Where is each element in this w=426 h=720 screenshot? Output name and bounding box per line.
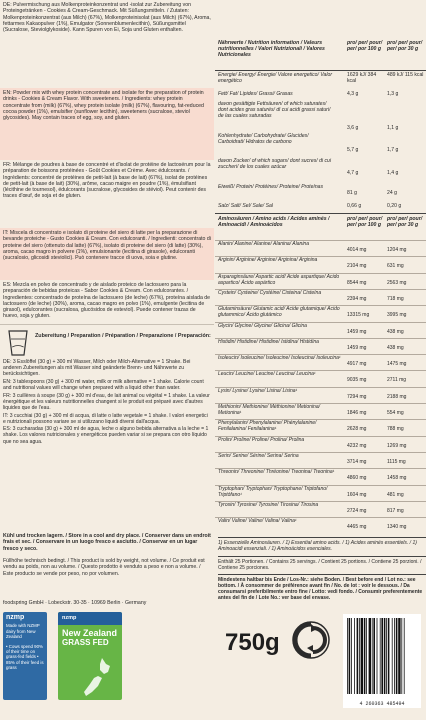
amino-value-30g: 1475 mg [387, 361, 407, 368]
amino-value-30g: 718 mg [387, 295, 404, 302]
amino-value-30g: 2563 mg [387, 279, 407, 286]
ingredients-fr [0, 160, 214, 228]
amino-value-30g: 631 mg [387, 263, 404, 270]
amino-header-100g: pro/ per/ pour/ per/ por 100 g [347, 216, 383, 229]
nutrient-name: davon Zucker/ of which sugars/ dont sucres/ di cui zuccheri/ de los cuales azúcar [218, 158, 331, 171]
amino-acid-name: Glutaminsäure/ Glutamic acid/ Acide glutamique/ Acido glutammico/ Ácido glutámico [218, 306, 340, 319]
amino-value-30g: 554 mg [387, 410, 404, 416]
nutrient-value-100g: 0,66 g [347, 203, 362, 209]
amino-acid-name: Alanin/ Alanine/ Alanine/ Alanina/ Alanina [218, 241, 309, 247]
amino-value-100g: 2724 mg [347, 507, 367, 514]
amino-value-100g: 2104 mg [347, 263, 367, 270]
new-zealand-map-icon [78, 656, 118, 698]
nz-badge-title: New Zealand [62, 628, 118, 638]
net-weight: 750g [225, 629, 280, 656]
amino-acid-name: Serin/ Serine/ Sérine/ Serina/ Serina [218, 452, 299, 459]
nzmp-logo: nzmp [6, 614, 25, 621]
nutrient-name: davon gesättigte Fettsäuren/ of which saturates/ dont acides gras saturés/ di cui acidi grassi saturi/ de las cuales saturadas [218, 101, 331, 120]
amino-acid-row [215, 452, 426, 465]
amino-acid-row [215, 256, 426, 270]
amino-acid-name: Valin/ Valine/ Valine/ Valina/ Valina¹ [218, 518, 297, 525]
nzmp-badge [3, 612, 47, 700]
ingredients-de [0, 0, 214, 88]
nutrient-value-30g: 1,7 g [387, 147, 399, 153]
amino-value-30g: 2188 mg [387, 393, 407, 400]
green-dot-recycling-icon [291, 620, 331, 660]
amino-acid-table-header [215, 213, 426, 241]
amino-acid-row [215, 322, 426, 335]
nutrient-value-30g: 1,3 g [387, 91, 399, 97]
barcode-number: 4 260363 485494 [359, 701, 405, 707]
amino-value-30g: 1204 mg [387, 247, 407, 253]
amino-acid-name: Cystein/ Cysteine/ Cystéine/ Cisteina/ Cisteína [218, 289, 322, 296]
nz-badge-subtitle: GRASS FED [62, 638, 109, 647]
prep-en: EN: 3 tablespoons (30 g) + 300 ml water, milk or milk alternative = 1 shake. Calorie count and nutritional values will change when prepared with a liquid other than water. [3, 378, 204, 391]
amino-value-100g: 7294 mg [347, 393, 367, 400]
ingredients-it [0, 228, 214, 280]
nzmp-text: Made with NZMP dairy from New Zealand [6, 623, 40, 640]
amino-acid-name: Asparaginsäure/ Aspartic acid/ Acide aspartique/ Acido aspartico/ Ácido aspártico [218, 273, 340, 286]
ingredients-es-text: ES: Mezcla en polvo de concentrado y de aislado proteico de lactosuero para la preparación de bebidas proteicas - Sabor Cookies & Cream. Con edulcorantes. / Ingredientes: concentrado de proteína de lactosuero (de leche) (67%), proteína aislada de lactosuero (de leche) (30%), aroma, cacao magro en polvo (1%), emulgente (lecitina de girasol), edulcorantes (sucralosa, glucósidos de esteviol). Puede contener trazas de huevo, soja y gluten. [3, 282, 211, 320]
nutrient-value-100g: 81 g [347, 190, 357, 196]
amino-value-100g: 3714 mg [347, 458, 367, 465]
amino-value-30g: 438 mg [387, 328, 404, 335]
amino-acid-row [215, 240, 426, 253]
nz-grass-fed-badge [58, 612, 122, 700]
amino-acid-row [215, 403, 426, 416]
amino-value-100g: 2628 mg [347, 426, 367, 433]
best-before-note: Mindestens haltbar bis Ende / Los-Nr.: siehe Boden. / Best before end / Lot no.: see bottom. / À consommer de préférence avant fin / No. de lot : voir le dessous. / Da consumarsi preferibilmente entro fine / Lotto: vedi fondo. / Consumir preferentemente antes del fin de / Lote No.: ver base del envase. [218, 574, 426, 601]
amino-value-100g: 9035 mg [347, 377, 367, 384]
amino-value-100g: 4232 mg [347, 442, 367, 449]
nutrient-value-30g: 0,20 g [387, 203, 402, 209]
amino-acid-name: Leucin/ Leucine/ Leucine/ Leucina/ Leucina¹ [218, 371, 316, 378]
shaker-glass-icon [6, 329, 30, 357]
amino-value-30g: 817 mg [387, 507, 404, 514]
nutrient-name: Salz/ Salt/ Sel/ Sale/ Sal [218, 203, 273, 209]
amino-acid-name: Tryptophan/ Tryptophan/ Tryptophane/ Triptofano/ Triptófano¹ [218, 485, 328, 498]
nutrient-value-100g: 4,3 g [347, 91, 359, 97]
amino-acid-name: Glycin/ Glycine/ Glycine/ Glicina/ Glicina [218, 322, 307, 329]
nutrient-value-100g: 1629 kJ/ 384 kcal [347, 72, 377, 85]
fill-notice: Füllhöhe technisch bedingt. / This product is sold by weight, not volume. / Ce produit est vendu au poids, non au volume. / Questo prodotto è venduto a peso e non a volume. / Este producto se vende por peso, no por volumen. [3, 558, 205, 577]
nz-badge-logo: nzmp [58, 612, 122, 625]
amino-value-100g: 4014 mg [347, 247, 367, 253]
nutrient-value-100g: 4,7 g [347, 170, 359, 176]
preparation-instructions [3, 359, 210, 446]
nutrient-name: Energie/ Energy/ Énergie/ Valore energetico/ Valor energético [218, 72, 333, 85]
ingredients-en [0, 88, 214, 160]
amino-value-100g: 4860 mg [347, 475, 367, 482]
amino-value-30g: 1115 mg [387, 458, 406, 465]
nutrition-header-label: Nährwerte / Nutrition information / Valeurs nutritionnelles / Valori Nutrizionali / Valores Nutricionales [218, 40, 325, 59]
amino-acid-row [215, 419, 426, 433]
amino-acid-row [215, 468, 426, 482]
essential-amino-footnote: 1) Essenzielle Aminosäuren. / 1) Essential amino acids. / 1) Acides aminés essentiels. / 1) Aminoacidi essenziali. / 1) Aminoácidos esenciales. [218, 537, 426, 552]
amino-header-label: Aminosäuren / Amino acids / Acides aminés / Aminoacidi / Aminoácidos [218, 216, 330, 229]
ingredients-fr-text: FR: Mélange de poudres à base de concentré et d'isolat de protéine de lactosérum pour la préparation de boissons protéinées - Goût Cookies et Crème. Avec édulcorants. / Ingrédients: concentré de protéines de petit-lait (à base de lait) (67%), isolat de protéines de petit-lait (à base de lait) (30%), arôme, cacao maigre en poudre (1%), émulsifiant (lécithine de tournesol), édulcorants (sucralose, glycosides de stéviol). Peut contenir des traces d'œuf, de soja et de gluten. [3, 162, 211, 200]
amino-header-30g: pro/ per/ pour/ per/ por 30 g [387, 216, 423, 229]
amino-acid-name: Histidin/ Histidine/ Histidine/ Istidina/ Histidina [218, 338, 319, 345]
nutrient-value-30g: 1,4 g [387, 170, 399, 176]
nutrient-value-100g: 5,7 g [347, 147, 359, 153]
right-column [215, 0, 426, 720]
company-address: foodspring GmbH · Lobeckstr. 30-35 · 10969 Berlin · Germany [3, 600, 147, 606]
servings-note: Enthält 25 Portionen. / Contains 25 servings. / Contient 25 portions. / Contiene 25 porzioni. / Contiene 25 porciones. [218, 556, 426, 571]
nutrient-value-30g: 1,1 g [387, 125, 399, 131]
amino-acid-name: Lysin/ Lysine/ Lysine/ Lisina/ Lisina¹ [218, 387, 298, 394]
nutrient-value-30g: 24 g [387, 190, 397, 196]
amino-value-30g: 438 mg [387, 344, 404, 351]
amino-acid-name: Arginin/ Arginine/ Arginine/ Arginina/ Arginina [218, 257, 318, 264]
amino-acid-row [215, 305, 426, 319]
preparation-section [0, 324, 214, 455]
amino-acid-row [215, 517, 426, 531]
amino-value-30g: 1340 mg [387, 524, 407, 531]
prep-es: ES: 3 cucharadas (30 g) + 300 ml de agua, leche o alguno bebida alternativa a la leche = 1 shake. Los valores nutricionales y energéticos pueden variar si se prepara con otro líquido que no sea agua. [3, 426, 209, 445]
amino-acid-row [215, 485, 426, 498]
amino-value-100g: 4917 mg [347, 361, 367, 368]
amino-value-100g: 2394 mg [347, 295, 367, 302]
amino-acid-row [215, 273, 426, 286]
amino-acid-row [215, 354, 426, 368]
amino-acid-row [215, 289, 426, 302]
preparation-heading: Zubereitung / Preparation / Préparation / Preparazione / Preparación: [35, 333, 211, 339]
ingredients-en-text: EN: Powder mix with whey protein concentrate and isolate for the preparation of protein drinks - Cookies & Cream Flavor. With sweeteners. / Ingredients: whey protein concentrate from (milk) (67%), whey protein isolate (milk) (67%), flavouring, fat-reduced cocoa powder (1%), emulsifier (sunflower lecithin), sweeteners (sucralose, steviol glycosides). May contain traces of egg, soy, and gluten. [3, 90, 204, 122]
amino-acid-row [215, 436, 426, 449]
amino-value-100g: 1459 mg [347, 344, 367, 351]
nutrient-name: Eiweiß/ Protein/ Protéines/ Proteine/ Proteínas [218, 184, 324, 190]
barcode [343, 614, 421, 708]
prep-fr: FR: 3 cuillères à soupe (30 g) + 300 ml d'eau, de lait animal ou végétal = 1 shake. La valeur énergétique et les valeurs nutritionnelles changent si le produit est préparé avec d'autres liquides que de l'eau. [3, 392, 210, 411]
amino-value-30g: 2711 mg [387, 377, 407, 384]
nutrition-header-30g: pro/ per/ pour/ per/ por 30 g [387, 40, 423, 53]
amino-value-100g: 1459 mg [347, 328, 367, 335]
nutrition-table-header [215, 38, 426, 71]
amino-value-30g: 1269 mg [387, 442, 407, 449]
amino-value-100g: 1846 mg [347, 410, 367, 416]
nutrition-header-100g: pro/ per/ pour/ per/ por 100 g [347, 40, 383, 53]
amino-value-100g: 8544 mg [347, 279, 367, 286]
amino-value-100g: 4465 mg [347, 524, 367, 531]
barcode-bars-icon [343, 614, 421, 700]
nzmp-bullets: • Cows spend 90% of their time on grass-fed fields • 85% of their feed is grass [6, 643, 44, 671]
amino-value-100g: 1604 mg [347, 491, 367, 498]
prep-de: DE: 3 Esslöffel (30 g) + 300 ml Wasser, Milch oder Milch-Alternative = 1 Shake. Bei anderen Zubereitungen als mit Wasser sind geänderte Brenn- und Nährwerte zu berücksichtigen. [3, 359, 191, 378]
nutrient-value-30g: 489 kJ/ 115 kcal [387, 72, 424, 78]
amino-acid-row [215, 370, 426, 384]
nutrient-value-100g: 3,6 g [347, 125, 359, 131]
amino-acid-name: Isoleucin/ Isoleucine/ Isoleucine/ Isoleucina/ Isoleucina¹ [218, 355, 341, 362]
amino-value-30g: 788 mg [387, 426, 404, 433]
amino-acid-row [215, 387, 426, 400]
amino-acid-name: Threonin/ Threonine/ Thréonine/ Treonina/ Treonina¹ [218, 469, 335, 476]
amino-acid-row [215, 338, 426, 351]
amino-acid-name: Prolin/ Proline/ Proline/ Prolina/ Prolina [218, 436, 305, 443]
nutrient-name: Kohlenhydrate/ Carbohydrate/ Glucides/ Carboidrati/ Hidratos de carbono [218, 133, 309, 146]
amino-value-30g: 1458 mg [387, 475, 407, 482]
amino-acid-name: Tyrosin/ Tyrosine/ Tyrosine/ Tirosina/ Tirosina [218, 501, 319, 508]
ingredients-it-text: IT: Miscela di concentrato e isolato di proteine del siero di latte per la preparazione di bevande proteiche - Gusto Cookies & Cream. Con edulcoranti. / Ingredienti: concentrato di proteine del siero (ottenuto dal latte) (67%), isolato di proteine del siero (di latte) (30%), aroma, cacao magro in polvere (1%), emulsionante (lecitina di girasole), edulcoranti (sucralosio, glicosidi steviolici). Può contenere tracce di uova, soia e glutine. [3, 230, 211, 262]
storage-instructions: Kühl und trocken lagern. / Store in a cool and dry place. / Conserver dans un endroit frais et sec. / Conservare in un luogo fresco e asciutto. / Conservar en un lugar fresco y seco. [3, 533, 211, 552]
ingredients-es [0, 280, 214, 324]
amino-acid-row [215, 501, 426, 514]
amino-value-100g: 13315 mg [347, 312, 370, 319]
ingredients-de-text: DE: Pulvermischung aus Molkenproteinkonzentrat und -isolat zur Zubereitung von Proteingetränken - Cookies & Cream-Geschmack. Mit Süßungsmitteln. / Zutaten: Molkenproteinkonzentrat (aus Milch) (67%), Molkenproteinisolat (aus Milch) (67%), Aroma, fettarmes Kakaopulver (1%), Emulgator (Sonnenblumenlecithin), Süßungsmittel (Sucralose, Steviolglykoside). Kann Spuren von Ei, Soja und Gluten enthalten. [3, 2, 211, 34]
amino-acid-name: Phenylalanin/ Phenylalanine/ Phénylalanine/ Fenilalanina/ Fenilalanina¹ [218, 420, 317, 433]
amino-acid-name: Methionin/ Methionine/ Méthionine/ Metionina/ Metionina¹ [218, 404, 321, 416]
prep-it: IT: 3 cucchiai (30 g) + 300 ml di acqua, di latte o latte vegetale = 1 shake. I valori energetici e nutrizionali possono variare se si utilizzano liquidi diversi dall'acqua. [3, 412, 208, 425]
nutrient-name: Fett/ Fat/ Lipides/ Grassi/ Grasas [218, 91, 293, 97]
amino-value-30g: 3995 mg [387, 312, 407, 319]
amino-value-30g: 481 mg [387, 491, 404, 498]
